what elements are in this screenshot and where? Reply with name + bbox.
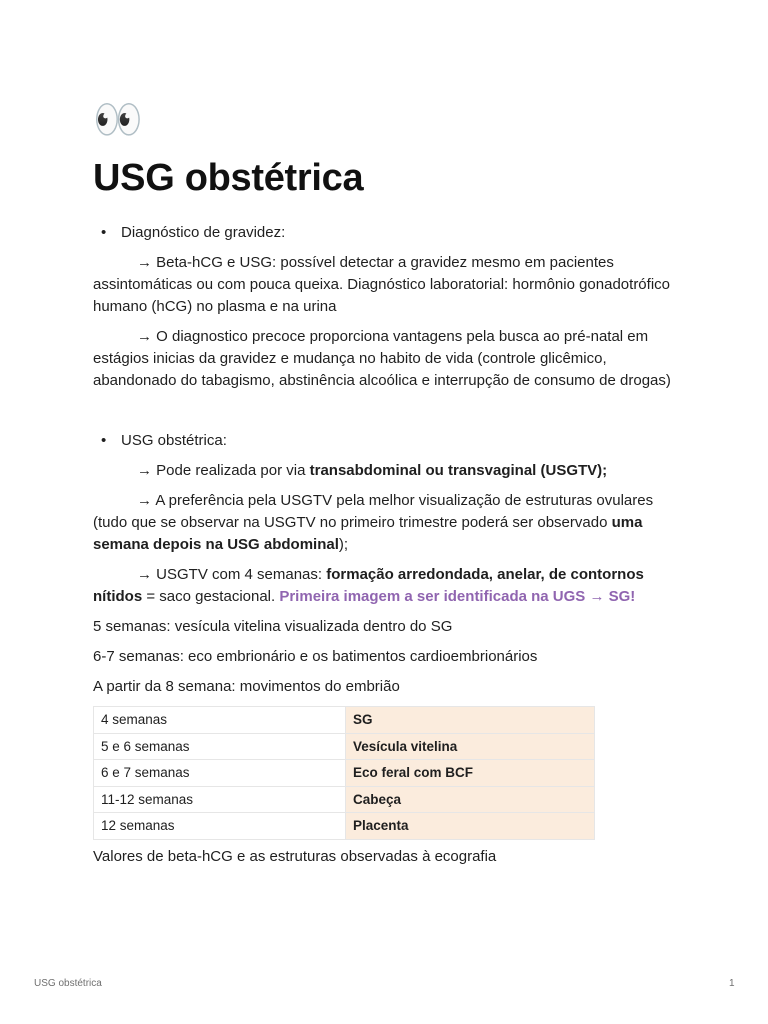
table-cell-structure: SG [346,707,595,734]
table-cell-weeks: 12 semanas [94,813,346,840]
table-cell-weeks: 11-12 semanas [94,786,346,813]
structures-table [93,706,595,840]
table-row [94,707,595,734]
bullet-diagnostico: • Diagnóstico de gravidez: [93,222,683,244]
paragraph-preferencia: → A preferência pela USGTV pela melhor visualização de estruturas ovulares (tudo que se observar na USGTV no primeiro trimestre poderá ser observado uma semana depois na USG abdominal); [93,492,654,553]
page-title: USG obstétrica [93,157,364,199]
table-row [94,786,595,813]
table-cell-structure: Vesícula vitelina [346,733,595,760]
paragraph-via: → Pode realizada por via transabdominal ou transvaginal (USGTV); [137,462,608,479]
footer-title: USG obstétrica [34,978,102,989]
table-cell-structure: Eco feral com BCF [346,760,595,787]
line-8-semana: A partir da 8 semana: movimentos do embrião [93,678,400,695]
table-row [94,733,595,760]
paragraph-beta-hcg: → Beta-hCG e USG: possível detectar a gravidez mesmo em pacientes assintomáticas ou com pouca queixa. Diagnóstico laboratorial: hormônio gonadotrófico humano (hCG) no plasma e na urina [93,254,670,315]
table-caption: Valores de beta-hCG e as estruturas observadas à ecografia [93,847,497,865]
page-number: 1 [729,978,735,989]
line-6-7-semanas: 6-7 semanas: eco embrionário e os batimentos cardioembrionários [93,648,538,665]
paragraph-4-semanas: → USGTV com 4 semanas: formação arredondada, anelar, de contornos nítidos = saco gestacional. Primeira imagem a ser identificada na UGS → SG! [93,566,644,605]
bullet-usg-obstetrica: • USG obstétrica: [93,430,683,452]
eyes-emoji-icon: 👀 [93,97,143,143]
line-5-semanas: 5 semanas: vesícula vitelina visualizada dentro do SG [93,618,453,635]
page-content [93,96,683,868]
table-cell-weeks: 6 e 7 semanas [94,760,346,787]
paragraph-diagnostico-precoce: → O diagnostico precoce proporciona vantagens pela busca ao pré-natal em estágios inicias da gravidez e mudança no habito de vida (controle glicêmico, abandonado do tabagismo, abstinência alcoólica e interrupção de consumo de drogas) [93,328,671,389]
table-row [94,813,595,840]
table-row [94,760,595,787]
table-cell-weeks: 5 e 6 semanas [94,733,346,760]
table-cell-weeks: 4 semanas [94,707,346,734]
table-cell-structure: Placenta [346,813,595,840]
table-cell-structure: Cabeça [346,786,595,813]
